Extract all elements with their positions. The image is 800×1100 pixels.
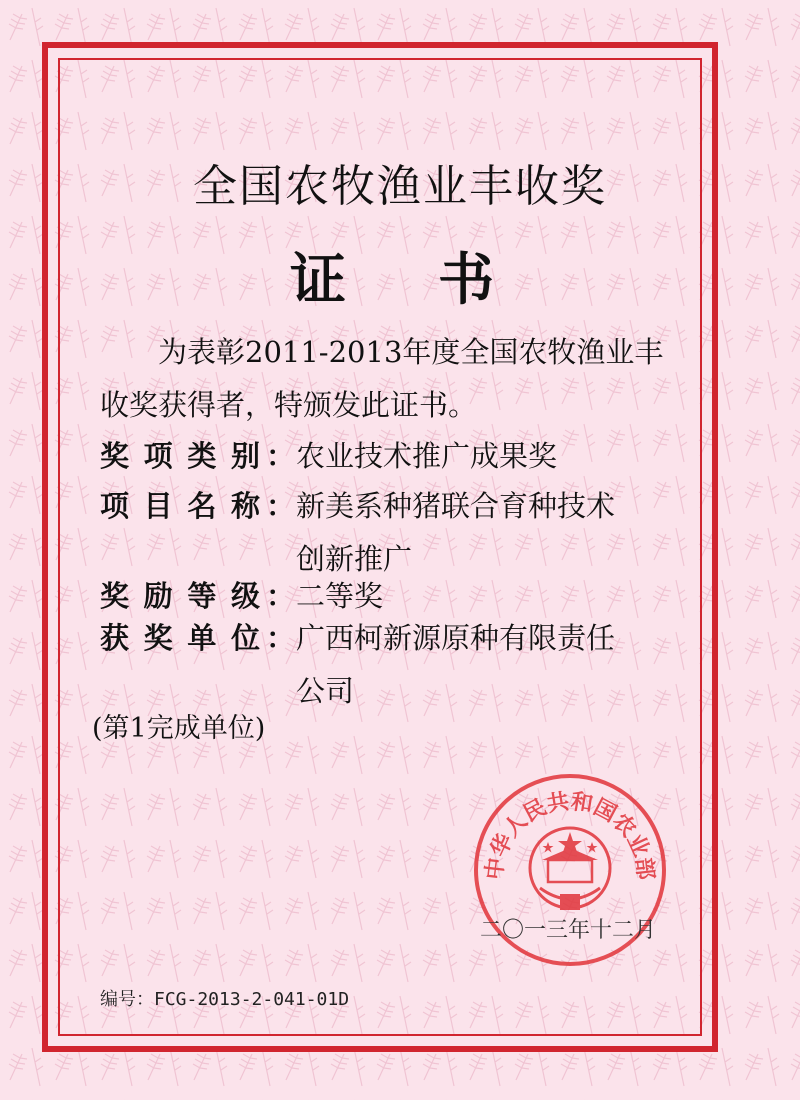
certificate-number-label: 编号：: [100, 989, 154, 1010]
field-value-continued: 创新推广: [296, 542, 413, 576]
seal-text: 中华人民共和国农业部: [482, 789, 658, 882]
field-value: 新美系种猪联合育种技术: [296, 489, 616, 523]
certificate-subtitle: 证书: [290, 247, 586, 313]
field-colon: ：: [266, 439, 296, 473]
national-emblem-icon: [530, 828, 610, 910]
issue-date: 二〇一三年十二月: [480, 918, 657, 943]
field-value: 二等奖: [296, 579, 384, 613]
field-value-continued: 公司: [296, 674, 355, 708]
certificate-number: [100, 985, 349, 1011]
field-value: 广西柯新源原种有限责任: [296, 621, 616, 655]
field-label: 项目名称: [100, 489, 260, 523]
field-colon: ：: [266, 489, 296, 523]
field-colon: ：: [266, 579, 296, 613]
field-label: 奖项类别: [100, 439, 260, 473]
field-label: 获奖单位: [100, 621, 260, 655]
completion-unit-note: (第1完成单位): [92, 713, 266, 744]
certificate-title: 全国农牧渔业丰收奖: [193, 161, 607, 212]
field-label: 奖励等级: [100, 579, 260, 613]
field-colon: ：: [266, 621, 296, 655]
certificate-intro: 为表彰2011-2013年度全国农牧渔业丰收奖获得者，特颁发此证书。: [100, 335, 664, 422]
field-value: 农业技术推广成果奖: [296, 439, 558, 473]
certificate-number-value: FCG-2013-2-041-01D: [154, 989, 350, 1010]
